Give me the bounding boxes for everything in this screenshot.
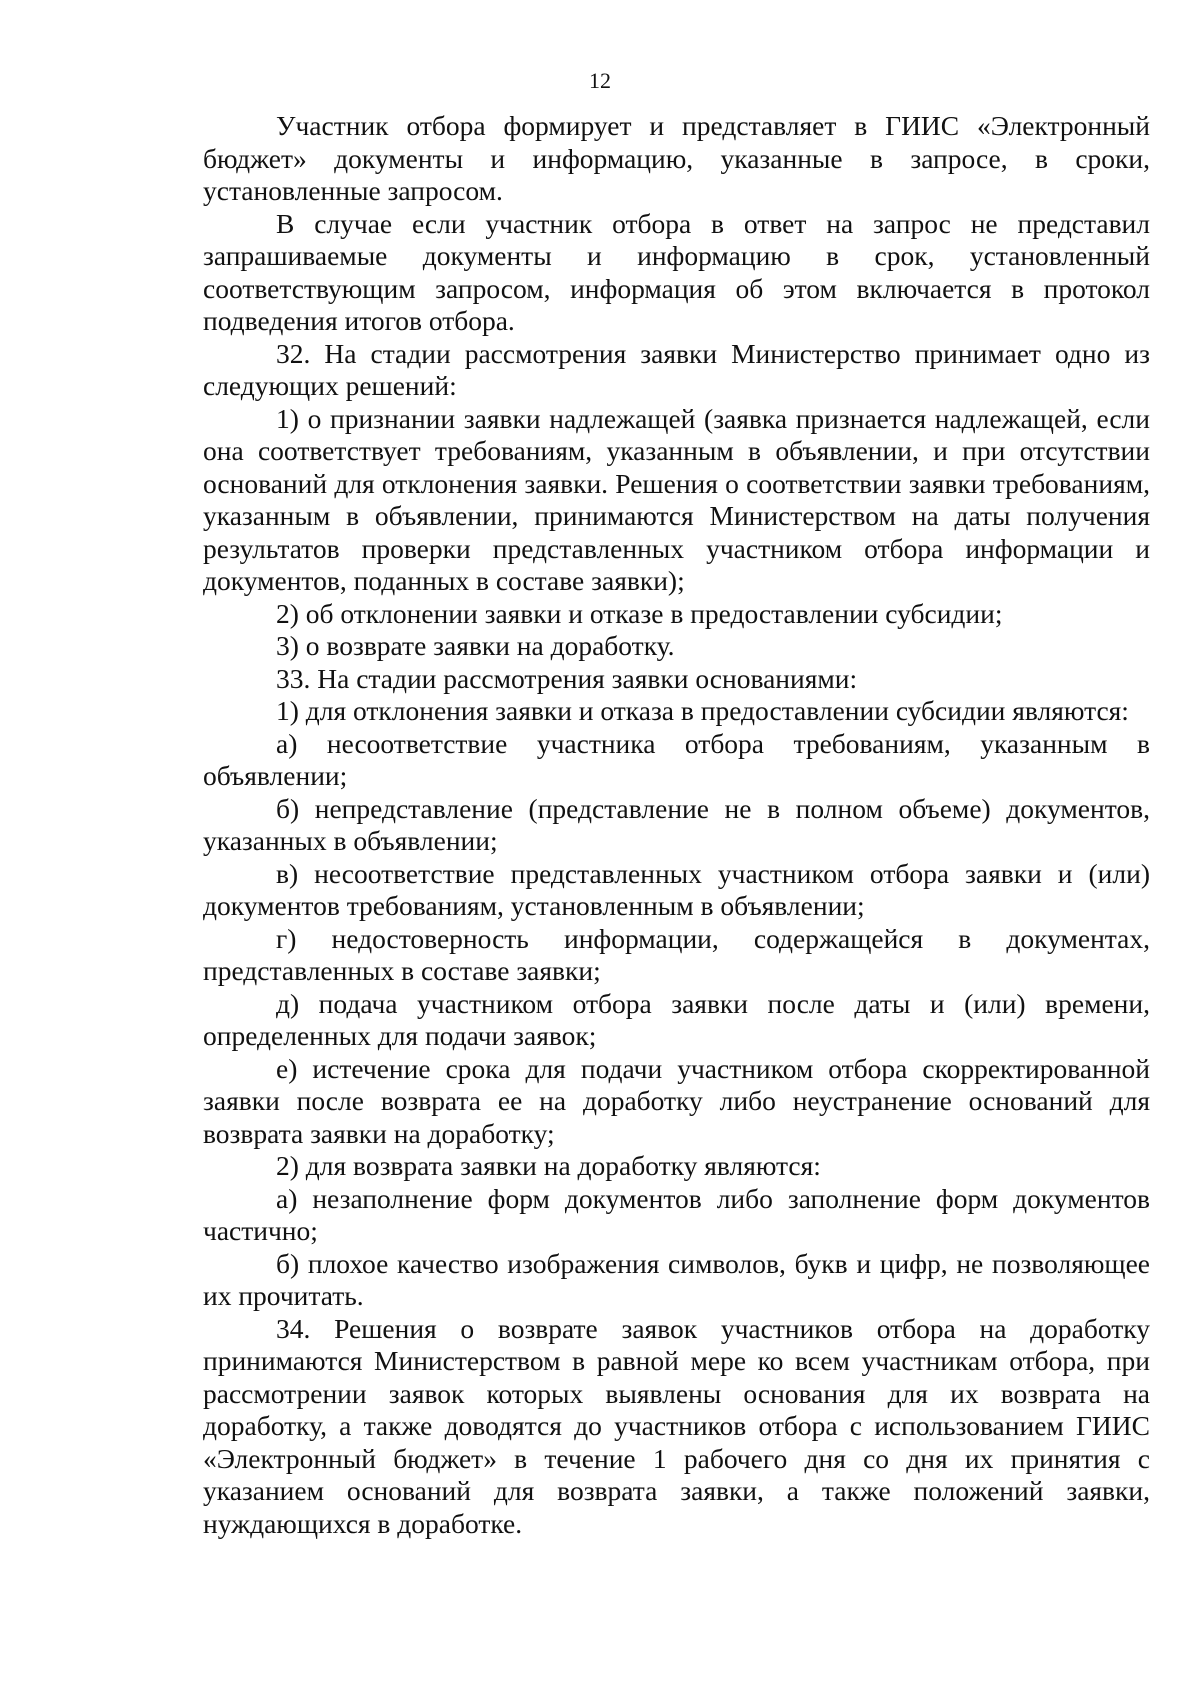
paragraph-clause-34: 34. Решения о возврате заявок участников отбора на доработку принимаются Министерством в равной мере ко всем участникам отбора, при рассмотрении заявок которых выявлены основания для их возврата на доработку, а также доводятся до участников отбора с использованием ГИИС «Электронный бюджет» в течение 1 рабочего дня со дня их принятия с указанием оснований для возврата заявки, а также положений заявки, нуждающихся в доработке. — [203, 1312, 1150, 1539]
paragraph-clause-33-item-1-v: в) несоответствие представленных участником отбора заявки и (или) документов требованиям, установленным в объявлении; — [203, 857, 1150, 921]
paragraph-clause-33-item-2-b: б) плохое качество изображения символов, букв и цифр, не позволяющее их прочитать. — [203, 1247, 1150, 1311]
document-body — [203, 110, 1150, 1540]
paragraph-clause-33-item-2-a: а) незаполнение форм документов либо заполнение форм документов частично; — [203, 1182, 1150, 1246]
paragraph-clause-33-item-2: 2) для возврата заявки на доработку являются: — [276, 1150, 821, 1181]
paragraph-clause-33-item-1-b: б) непредставление (представление не в полном объеме) документов, указанных в объявлении; — [203, 792, 1150, 856]
page-number: 12 — [589, 68, 611, 93]
paragraph-clause-33: 33. На стадии рассмотрения заявки основаниями: — [276, 662, 858, 694]
paragraph-clause-33-item-1-d: д) подача участником отбора заявки после даты и (или) времени, определенных для подачи заявок; — [203, 987, 1150, 1051]
paragraph-clause-32-item-2: 2) об отклонении заявки и отказе в предоставлении субсидии; — [276, 597, 1003, 629]
paragraph-clause-32: 32. На стадии рассмотрения заявки Министерство принимает одно из следующих решений: — [203, 337, 1150, 401]
paragraph-participant-submission: Участник отбора формирует и представляет в ГИИС «Электронный бюджет» документы и информацию, указанные в запросе, в сроки, установленные запросом. — [203, 110, 1150, 206]
paragraph-clause-33-item-1-a: а) несоответствие участника отбора требованиям, указанным в объявлении; — [203, 727, 1150, 791]
paragraph-clause-33-item-1-g: г) недостоверность информации, содержащейся в документах, представленных в составе заявки; — [203, 922, 1150, 986]
paragraph-clause-33-item-1: 1) для отклонения заявки и отказа в предоставлении субсидии являются: — [276, 695, 1129, 726]
paragraph-clause-32-item-1: 1) о признании заявки надлежащей (заявка признается надлежащей, если она соответствует требованиям, указанным в объявлении, и при отсутствии оснований для отклонения заявки. Решения о соответствии заявки требованиям, указанным в объявлении, принимаются Министерством на даты получения результатов проверки представленных участником отбора информации и документов, поданных в составе заявки); — [203, 402, 1150, 596]
paragraph-failure-to-submit: В случае если участник отбора в ответ на запрос не представил запрашиваемые документы и информацию в срок, установленный соответствующим запросом, информация об этом включается в протокол подведения итогов отбора. — [203, 207, 1150, 336]
paragraph-clause-32-item-3: 3) о возврате заявки на доработку. — [276, 630, 675, 661]
paragraph-clause-33-item-1-e: е) истечение срока для подачи участником отбора скорректированной заявки после возврата ее на доработку либо неустранение оснований для возврата заявки на доработку; — [203, 1052, 1150, 1149]
